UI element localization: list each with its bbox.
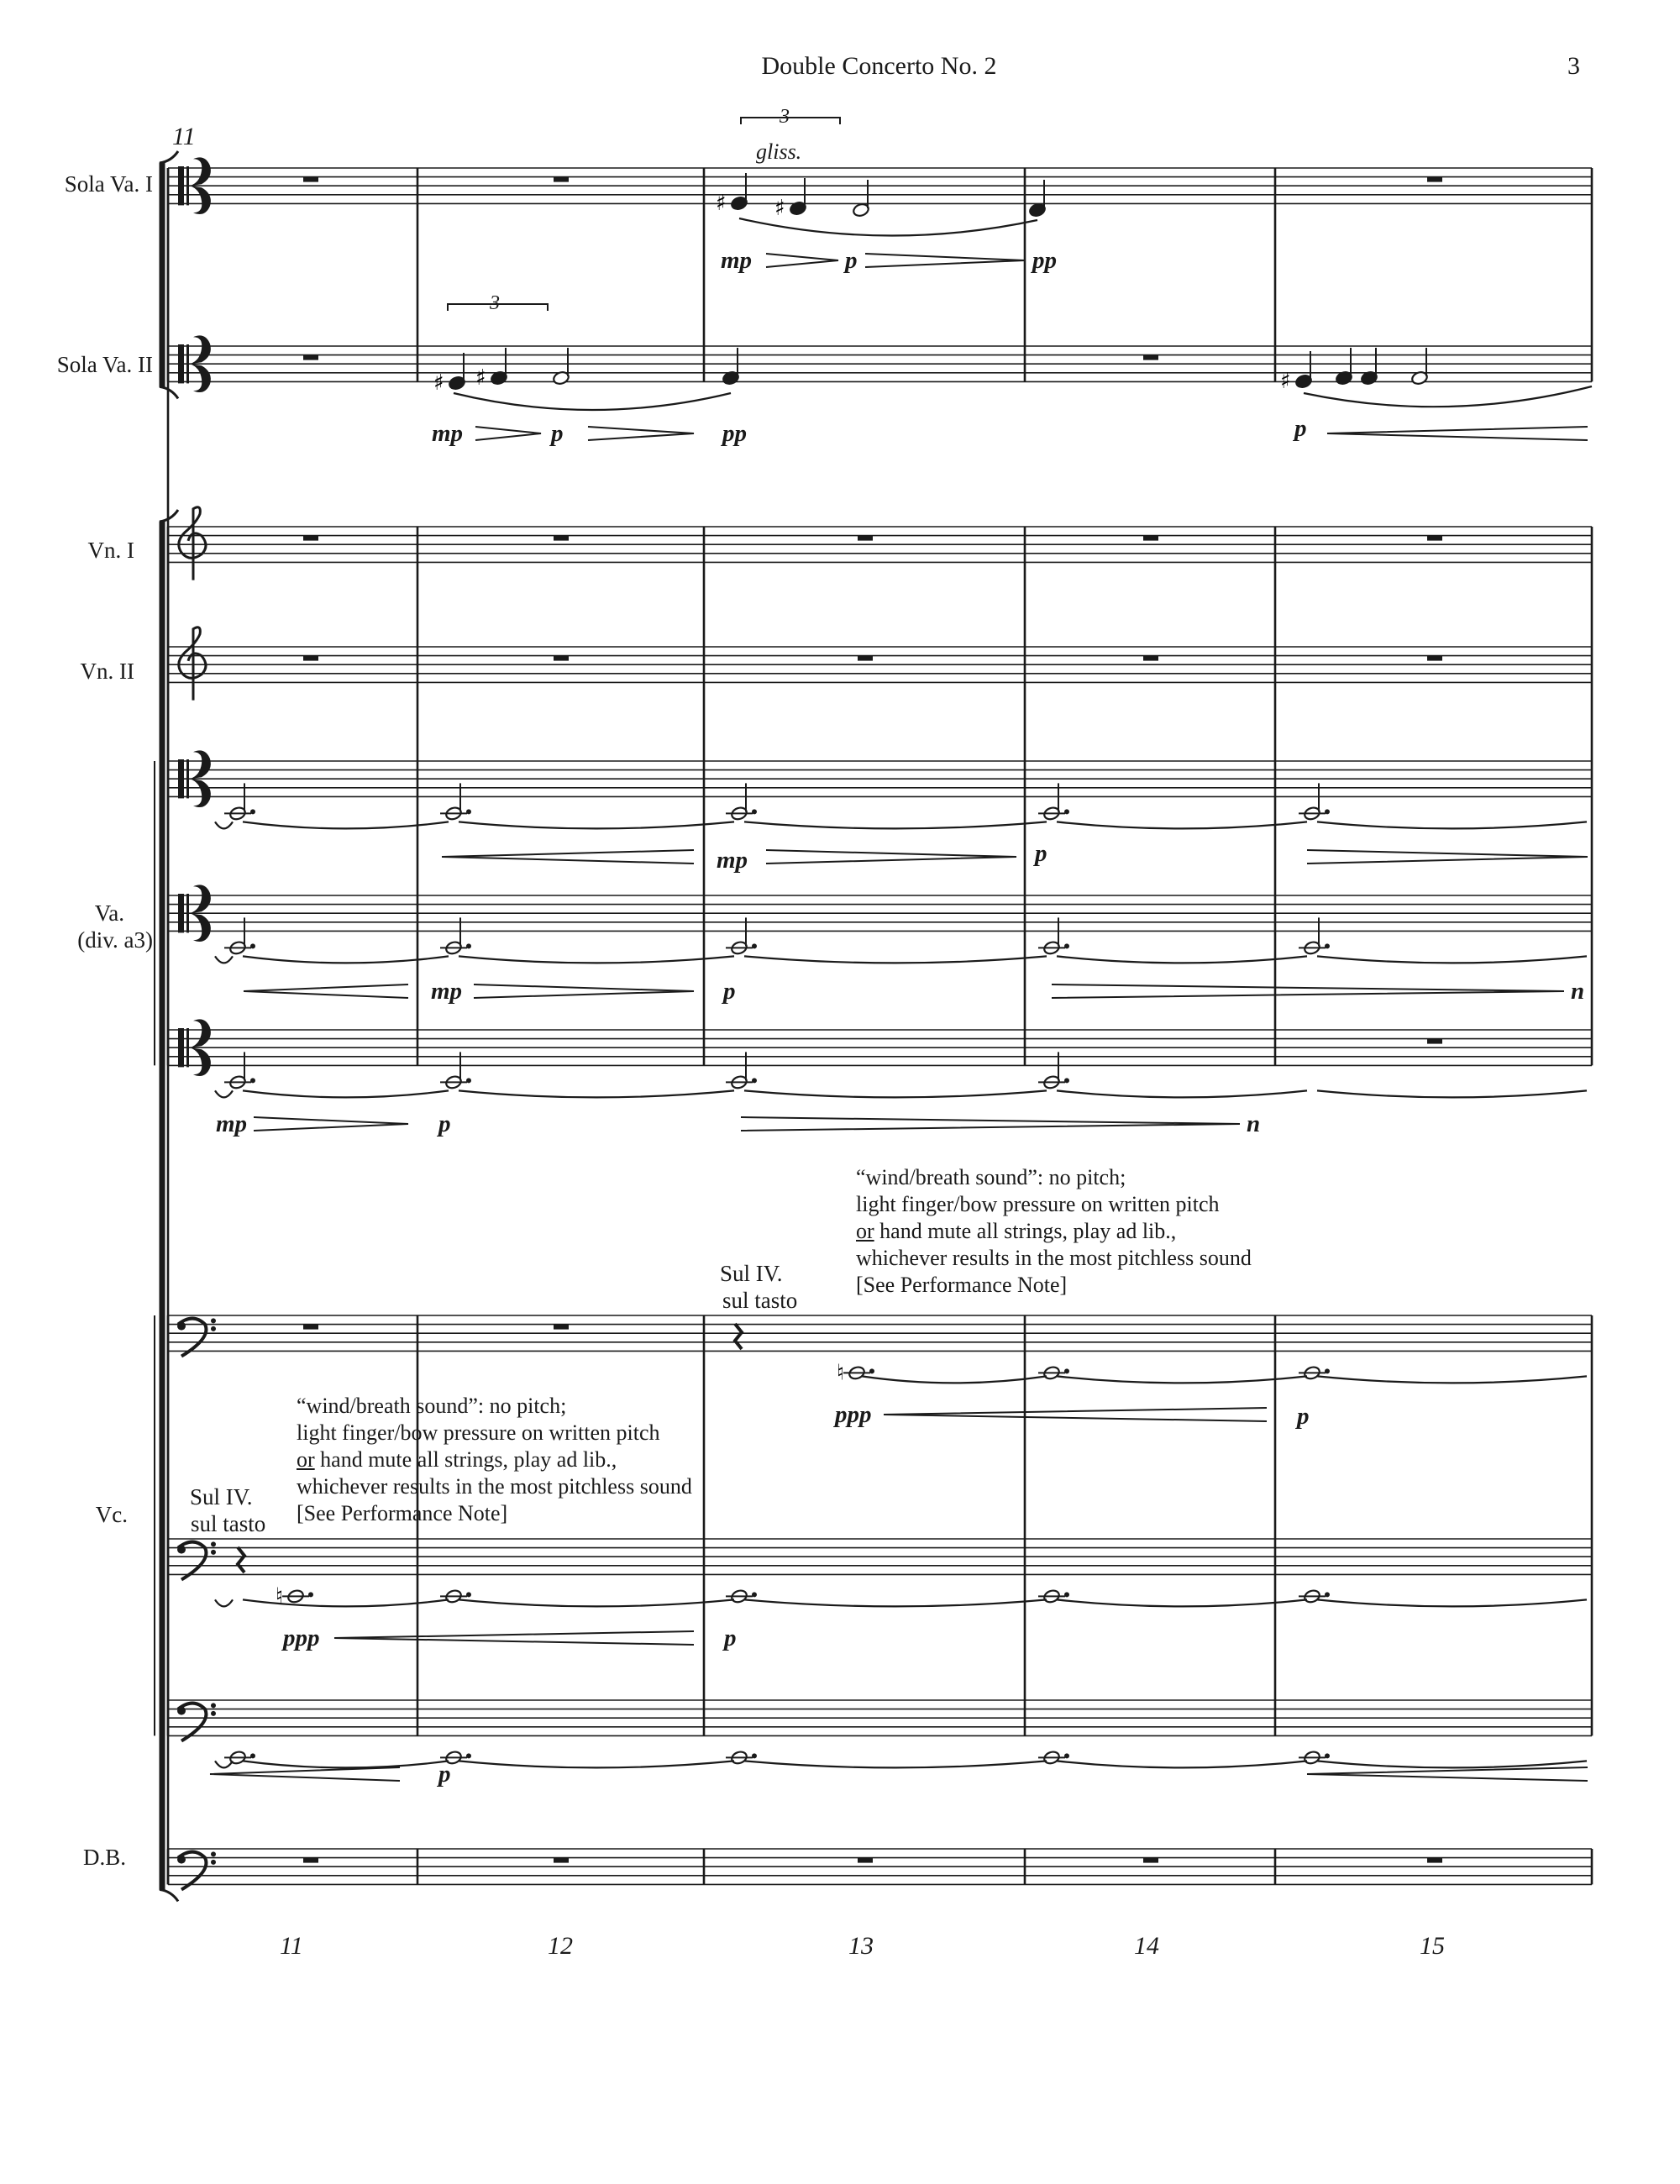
instrument-name-va-div: (div. a3) (77, 927, 153, 953)
hairpin-crescendo (1327, 427, 1588, 440)
whole-rest (554, 1325, 569, 1330)
slur (1057, 956, 1307, 963)
niente: n (1571, 978, 1585, 1005)
slur (215, 822, 233, 828)
note-dotted-half (1038, 917, 1069, 955)
slur (1304, 386, 1592, 407)
dynamic-ppp: ppp (283, 1625, 320, 1651)
hairpin-decrescendo (475, 427, 541, 440)
barlines (168, 168, 1592, 1884)
note-dotted-half (1038, 1052, 1069, 1089)
whole-rest (1143, 536, 1158, 541)
svg-text:♯: ♯ (716, 191, 727, 216)
slur (215, 1090, 233, 1097)
note-dotted-half (726, 917, 757, 955)
slur (1317, 1090, 1587, 1097)
dynamic-mp: mp (431, 978, 463, 1005)
hairpin-decrescendo (588, 427, 694, 440)
measure-number-14: 14 (1134, 1932, 1159, 1960)
slur (459, 956, 734, 963)
dynamic-p: p (438, 1110, 451, 1137)
note-fsharp (433, 353, 466, 396)
dynamic-p: p (438, 1761, 451, 1788)
slur (454, 393, 731, 410)
whole-rests (303, 177, 1442, 1863)
note-dotted-half (1299, 917, 1330, 955)
system-brackets (155, 151, 178, 1901)
dynamic-p: p (724, 1625, 737, 1651)
svg-text:♯: ♯ (475, 365, 486, 391)
svg-text:♯: ♯ (1280, 369, 1291, 394)
measure-number-11: 11 (280, 1932, 303, 1960)
slur (1317, 1376, 1587, 1383)
note-dotted-half (224, 1052, 255, 1089)
instrument-name-sola-va-1: Sola Va. I (64, 171, 153, 197)
instrument-name-db: D.B. (82, 1845, 126, 1870)
whole-rest (1427, 1858, 1442, 1863)
slur (744, 1599, 1047, 1606)
note-dotted-half (224, 917, 255, 955)
svg-text:♯: ♯ (774, 196, 785, 221)
svg-text:♮: ♮ (276, 1583, 284, 1609)
triplet-number: 3 (490, 292, 500, 314)
slur (1317, 822, 1587, 828)
bracket-hook (160, 1889, 178, 1901)
note-gsharp (475, 348, 508, 391)
svg-text:♮: ♮ (837, 1360, 845, 1386)
hairpin-decrescendo (1052, 984, 1564, 998)
note-dotted-half (1038, 1365, 1069, 1380)
note-dotted-half (1299, 1365, 1330, 1380)
whole-rest (303, 355, 318, 360)
dynamic-p: p (1294, 415, 1307, 442)
whole-rest (554, 177, 569, 182)
whole-rest (303, 177, 318, 182)
instrument-name-sola-va-2: Sola Va. II (56, 352, 153, 377)
whole-rest (303, 536, 318, 541)
whole-rest (1143, 355, 1158, 360)
treble-clef (179, 507, 206, 580)
whole-rest (858, 656, 873, 661)
niente: n (1247, 1110, 1261, 1137)
note-dotted-half (726, 1052, 757, 1089)
note-eighth (1360, 348, 1378, 386)
dynamic-mp: mp (721, 247, 753, 274)
performance-note-lower: “wind/breath sound”: no pitch; light finger/bow pressure on written pitch or hand mute all strings, play ad lib., whichever results in the most pitchless sound [See Performance Note] (297, 1394, 692, 1525)
note-dotted-half (440, 1052, 471, 1089)
sul-iv-marking: Sul IV. (720, 1261, 783, 1286)
note-dotted-half (726, 1750, 757, 1765)
slur (243, 1090, 449, 1097)
hairpin-decrescendo (474, 984, 694, 998)
slur (459, 1090, 734, 1097)
slur (215, 1761, 233, 1767)
whole-rest (303, 656, 318, 661)
hairpin-decrescendo (741, 1117, 1240, 1131)
slur (744, 956, 1047, 963)
quarter-rest (238, 1547, 244, 1572)
performance-note-upper: “wind/breath sound”: no pitch; light finger/bow pressure on written pitch or hand mute all strings, play ad lib., whichever results in the most pitchless sound [See Performance Note] (856, 1165, 1252, 1297)
note-dotted-half (440, 783, 471, 821)
sul-tasto-marking: sul tasto (722, 1288, 798, 1313)
dynamic-mp: mp (216, 1110, 248, 1137)
whole-rest (858, 1858, 873, 1863)
hairpin-crescendo (334, 1631, 694, 1645)
dynamic-p: p (1035, 840, 1047, 867)
hairpin-crescendo (1307, 1767, 1588, 1781)
slur (1317, 1761, 1587, 1767)
whole-rest (1143, 656, 1158, 661)
slur (1057, 1599, 1307, 1606)
note-dotted-half (726, 783, 757, 821)
slur (243, 1761, 449, 1767)
note-dotted-half (440, 1588, 471, 1604)
hairpin-decrescendo (254, 1117, 408, 1131)
dynamic-p: p (845, 247, 858, 274)
note-dotted-half (1299, 1588, 1330, 1604)
slur (459, 822, 734, 828)
note-dotted-half (1038, 1588, 1069, 1604)
note-dotted-half (224, 1750, 255, 1765)
page-title: Double Concerto No. 2 (761, 52, 997, 80)
note-eighth (722, 348, 739, 386)
note-half (1410, 348, 1428, 386)
slur (862, 1376, 1047, 1383)
hairpin-crescendo (884, 1408, 1267, 1421)
dynamic-p: p (551, 420, 564, 447)
slur (1057, 1090, 1307, 1097)
whole-rest (303, 1325, 318, 1330)
slur (1317, 1599, 1587, 1606)
sul-iv-marking: Sul IV. (190, 1484, 253, 1509)
slur (459, 1761, 734, 1767)
hairpin-decrescendo (766, 850, 1016, 864)
whole-rest (554, 536, 569, 541)
measure-number-13: 13 (848, 1932, 874, 1960)
hairpin-crescendo (244, 984, 408, 998)
whole-rest (858, 536, 873, 541)
treble-clef (179, 627, 206, 701)
note-dotted-half (224, 783, 255, 821)
hairpin-decrescendo (766, 254, 838, 267)
slur (744, 1761, 1047, 1767)
dynamic-mp: mp (717, 847, 748, 874)
triplet-number: 3 (780, 106, 790, 128)
note-dotted-half (1299, 783, 1330, 821)
slur (744, 1090, 1047, 1097)
slur (744, 822, 1047, 828)
slur (459, 1599, 734, 1606)
quarter-rest (735, 1324, 742, 1349)
instrument-name-vn-2: Vn. II (80, 659, 134, 684)
tuplet-bracket (741, 118, 840, 124)
note-half (552, 348, 570, 386)
bracket (160, 522, 165, 1889)
measure-number-15: 15 (1420, 1932, 1445, 1960)
slur (1057, 1761, 1307, 1767)
hairpin-decrescendo (1307, 850, 1588, 864)
dynamic-ppp: ppp (835, 1401, 872, 1428)
gliss-marking: gliss. (756, 139, 802, 164)
dynamic-mp: mp (432, 420, 464, 447)
whole-rest (303, 1858, 318, 1863)
page-number: 3 (1567, 52, 1580, 80)
clefs (177, 157, 216, 1889)
svg-text:♯: ♯ (433, 370, 444, 396)
instrument-name-va: Va. (94, 900, 124, 926)
note-sixteenth (1335, 348, 1352, 386)
slur (739, 218, 1037, 236)
note-dotted-half (440, 917, 471, 955)
slur (1317, 956, 1587, 963)
first-measure-number: 11 (172, 123, 196, 150)
slur (215, 956, 233, 963)
hairpin-decrescendo (865, 254, 1025, 267)
whole-rest (1427, 177, 1442, 182)
note-dotted-half (726, 1588, 757, 1604)
instrument-name-vn-1: Vn. I (87, 538, 134, 563)
staff-lines (168, 168, 1592, 1884)
note-dotted-half (1038, 783, 1069, 821)
dynamic-p: p (1297, 1403, 1310, 1430)
slur (215, 1599, 233, 1606)
note-dotted-half (1038, 1750, 1069, 1765)
whole-rest (554, 1858, 569, 1863)
dynamic-pp: pp (722, 420, 747, 447)
measure-number-12: 12 (548, 1932, 573, 1960)
whole-rest (1427, 1039, 1442, 1044)
dynamic-p: p (723, 978, 736, 1005)
slur (1057, 822, 1307, 828)
hairpin-crescendo (442, 850, 694, 864)
whole-rest (1427, 656, 1442, 661)
bracket-hook (160, 151, 178, 163)
bracket (160, 163, 165, 386)
slur (1057, 1376, 1307, 1383)
whole-rest (1143, 1858, 1158, 1863)
hairpin-crescendo (210, 1767, 400, 1781)
instrument-name-vc: Vc. (95, 1502, 128, 1527)
whole-rest (554, 656, 569, 661)
dynamic-pp: pp (1032, 247, 1057, 274)
note-dotted-half (1299, 1750, 1330, 1765)
note-dotted-half (837, 1360, 874, 1385)
note-fsharp (774, 178, 807, 221)
sul-tasto-marking: sul tasto (191, 1511, 266, 1536)
whole-rest (1427, 536, 1442, 541)
